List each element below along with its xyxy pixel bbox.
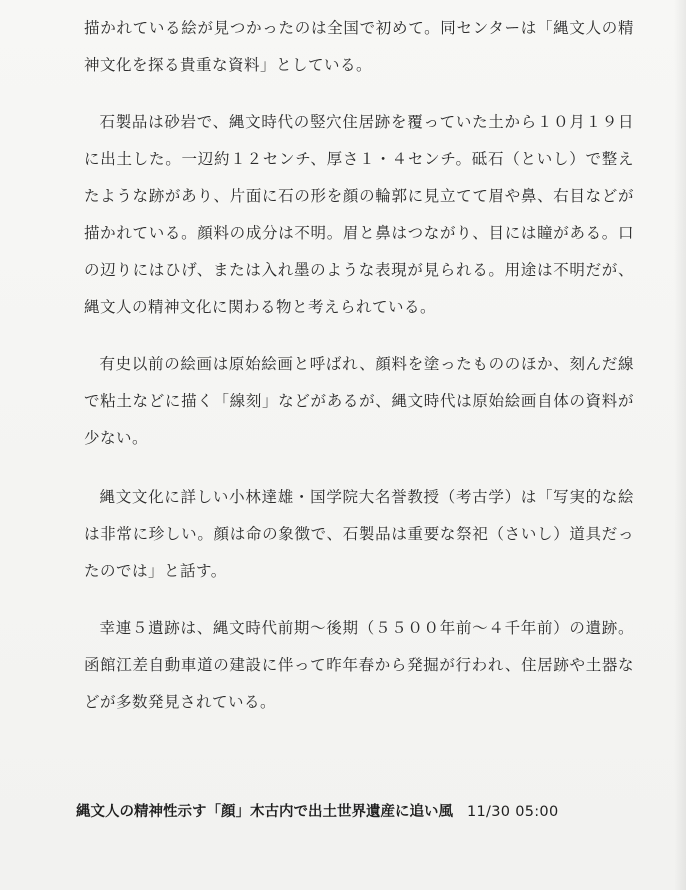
article-timestamp: 11/30 05:00 bbox=[467, 804, 559, 820]
article-body bbox=[84, 10, 634, 721]
paragraph-gap bbox=[84, 326, 634, 346]
article-paragraph-4: 縄文文化に詳しい小林達雄・国学院大名誉教授（考古学）は「写実的な絵は非常に珍しい。顔は命の象徴で、石製品は重要な祭祀（さいし）道具だったのでは」と話す。 bbox=[84, 488, 634, 580]
article-headline-row bbox=[76, 800, 558, 821]
paragraph-gap bbox=[84, 84, 634, 104]
article-paragraph-3: 有史以前の絵画は原始絵画と呼ばれ、顔料を塗ったもののほか、刻んだ線で粘土などに描く「線刻」などがあるが、縄文時代は原始絵画自体の資料が少ない。 bbox=[84, 355, 634, 447]
article-paragraph-5: 幸連５遺跡は、縄文時代前期〜後期（５５００年前〜４千年前）の遺跡。函館江差自動車道の建設に伴って昨年春から発掘が行われ、住居跡や土器などが多数発見されている。 bbox=[84, 619, 634, 711]
article-paragraph-1: 描かれている絵が見つかったのは全国で初めて。同センターは「縄文人の精神文化を探る貴重な資料」としている。 bbox=[84, 19, 634, 74]
page-edge-shadow bbox=[674, 0, 686, 890]
article-paragraph-2: 石製品は砂岩で、縄文時代の竪穴住居跡を覆っていた土から１０月１９日に出土した。一辺約１２センチ、厚さ１・４センチ。砥石（といし）で整えたような跡があり、片面に石の形を顔の輪郭に見立てて眉や鼻、右目などが描かれている。顔料の成分は不明。眉と鼻はつながり、目には瞳がある。口の辺りにはひげ、または入れ墨のような表現が見られる。用途は不明だが、縄文人の精神文化に関わる物と考えられている。 bbox=[84, 113, 634, 316]
paragraph-gap bbox=[84, 590, 634, 610]
paragraph-gap bbox=[84, 457, 634, 479]
article-headline: 縄文人の精神性示す「顔」木古内で出土世界遺産に追い風 bbox=[76, 804, 453, 820]
